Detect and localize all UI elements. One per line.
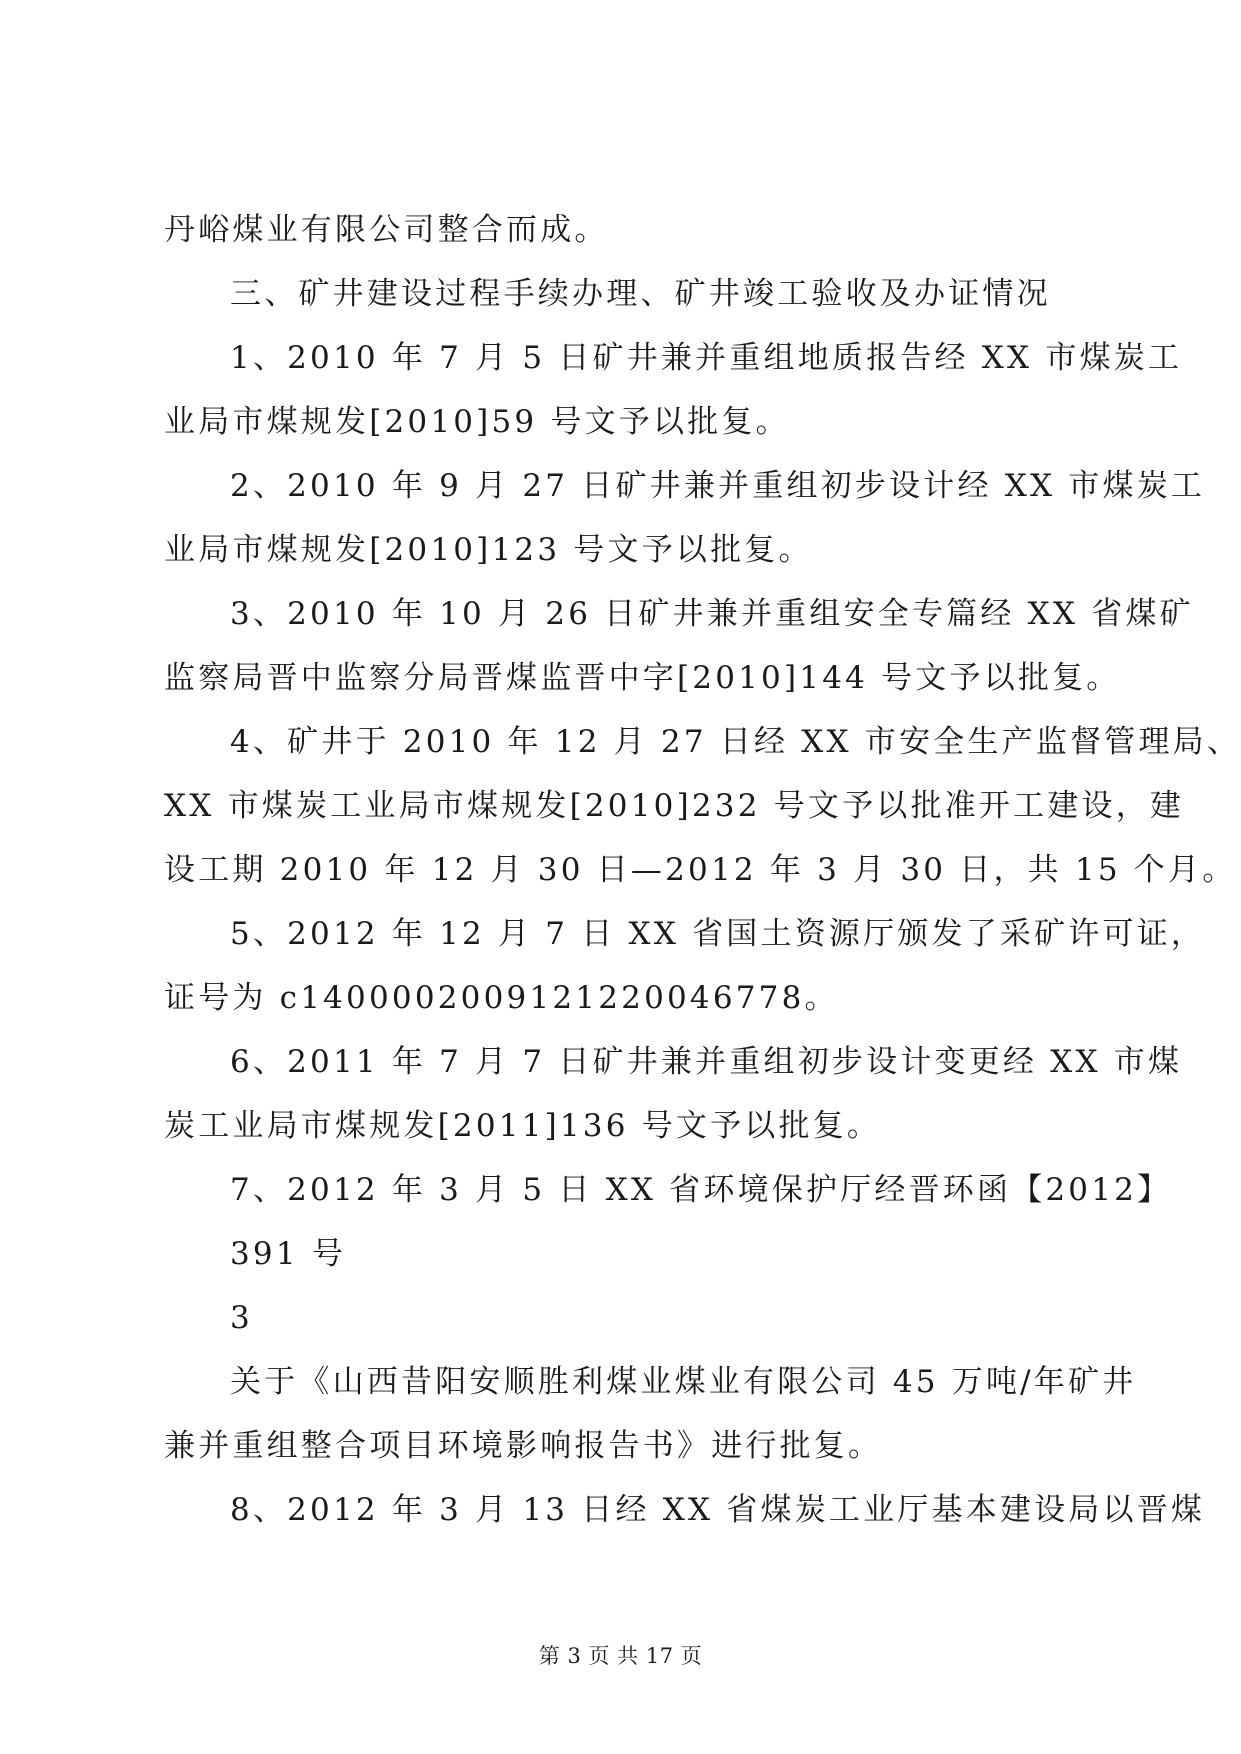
document-body <box>164 198 1241 1542</box>
text-line: 5、2012 年 12 月 7 日 XX 省国土资源厅颁发了采矿许可证， <box>230 916 1206 952</box>
text-line: 丹峪煤业有限公司整合而成。 <box>164 212 609 248</box>
text-line: 炭工业局市煤规发[2011]136 号文予以批复。 <box>164 1108 882 1144</box>
text-line: 证号为 c1400002009121220046778。 <box>164 980 839 1016</box>
text-line: 7、2012 年 3 月 5 日 XX 省环境保护厅经晋环函【2012】 <box>230 1172 1172 1208</box>
text-line: 8、2012 年 3 月 13 日经 XX 省煤炭工业厅基本建设局以晋煤 <box>230 1492 1206 1528</box>
text-line: 兼并重组整合项目环境影响报告书》进行批复。 <box>164 1428 883 1464</box>
text-line: 关于《山西昔阳安顺胜利煤业煤业有限公司 45 万吨/年矿井 <box>230 1364 1137 1400</box>
text-line: 1、2010 年 7 月 5 日矿井兼并重组地质报告经 XX 市煤炭工 <box>230 340 1183 376</box>
text-line: 设工期 2010 年 12 月 30 日—2012 年 3 月 30 日，共 15 个月。 <box>164 852 1237 888</box>
text-line: 6、2011 年 7 月 7 日矿井兼并重组初步设计变更经 XX 市煤 <box>230 1044 1183 1080</box>
text-line: XX 市煤炭工业局市煤规发[2010]232 号文予以批准开工建设，建 <box>164 788 1185 824</box>
text-line: 391 号 <box>230 1236 347 1272</box>
text-line: 3、2010 年 10 月 26 日矿井兼并重组安全专篇经 XX 省煤矿 <box>230 596 1194 632</box>
text-line: 2、2010 年 9 月 27 日矿井兼并重组初步设计经 XX 市煤炭工 <box>230 468 1206 504</box>
text-line: 业局市煤规发[2010]59 号文予以批复。 <box>164 404 790 440</box>
text-line: 监察局晋中监察分局晋煤监晋中字[2010]144 号文予以批复。 <box>164 660 1121 696</box>
text-line: 业局市煤规发[2010]123 号文予以批复。 <box>164 532 813 568</box>
text-line: 3 <box>230 1300 253 1336</box>
page-footer: 第 3 页 共 17 页 <box>538 1644 703 1668</box>
text-line: 三、矿井建设过程手续办理、矿井竣工验收及办证情况 <box>230 276 1051 312</box>
text-line: 4、矿井于 2010 年 12 月 27 日经 XX 市安全生产监督管理局、 <box>230 724 1241 760</box>
